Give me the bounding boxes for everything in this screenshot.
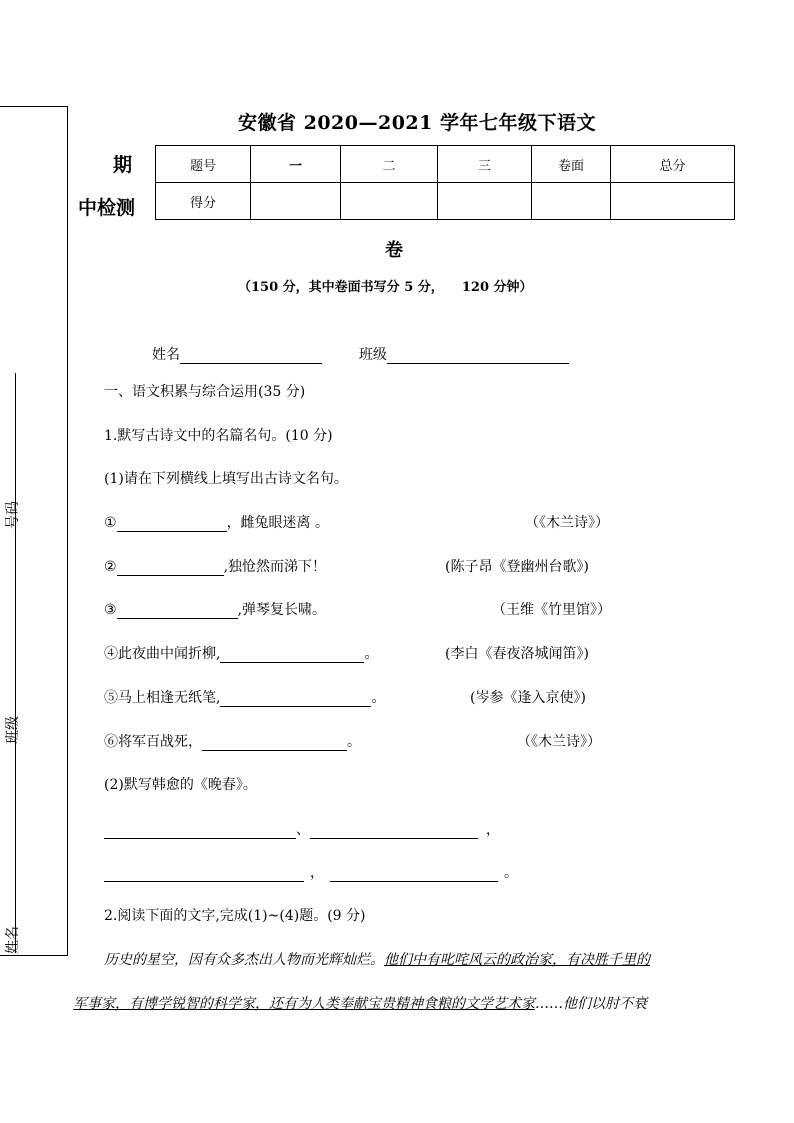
score-table-score-row <box>156 183 735 220</box>
item-number: ⑥ <box>104 734 118 750</box>
poem-item <box>104 599 326 619</box>
binding-line <box>15 373 16 953</box>
poem-source: (岑参《逢入京使》) <box>470 690 586 706</box>
score-input-cell[interactable] <box>532 183 611 220</box>
exam-title: 安徽省 2020—2021 学年七年级下语文 <box>238 112 596 134</box>
binding-margin <box>0 106 68 956</box>
poem-source: （《木兰诗》） <box>525 515 609 531</box>
section-heading: 一、语文积累与综合运用(35 分) <box>104 384 306 400</box>
poem-source: （王维《竹里馆》） <box>492 602 611 618</box>
passage-underlined-text: 他们中有叱咤风云的政治家，有决胜千里的 <box>384 952 650 968</box>
class-label: 班级 <box>358 347 387 363</box>
item-text: 马上相逢无纸笔, <box>118 690 221 706</box>
poem-lines-row-1 <box>104 819 500 839</box>
binding-name-label: 姓名 <box>5 926 21 954</box>
score-table <box>155 145 735 220</box>
answer-blank[interactable] <box>117 561 224 576</box>
answer-blank[interactable] <box>330 867 498 882</box>
item-number: ⑤ <box>104 690 118 706</box>
passage-text: 历史的星空，因有众多杰出人物而光辉灿烂。 <box>104 952 384 968</box>
passage-text: ……他们以肘不衰 <box>535 996 647 1012</box>
class-blank[interactable] <box>387 349 569 364</box>
question-1: 1.默写古诗文中的名篇名句。(10 分) <box>104 428 333 444</box>
name-label: 姓名 <box>152 347 180 363</box>
poem-source: (李白《春夜洛城闻笛》) <box>445 646 589 662</box>
item-text: 。 <box>364 646 379 662</box>
exam-subtitle: （150 分，其中卷面书写分 5 分， 120 分钟） <box>238 280 533 295</box>
student-info <box>152 344 569 364</box>
question-1-part-1: (1)请在下列横线上填写出古诗文名句。 <box>104 471 348 487</box>
question-1-part-2: (2)默写韩愈的《晚春》。 <box>104 777 257 793</box>
poem-item <box>104 512 329 532</box>
passage-line-1 <box>104 949 650 969</box>
poem-item <box>104 643 378 663</box>
score-cell: 卷面 <box>532 146 611 183</box>
score-input-cell[interactable] <box>341 183 438 220</box>
score-cell: 二 <box>341 146 438 183</box>
item-number: ① <box>104 515 117 531</box>
item-text: 。 <box>347 734 361 750</box>
item-text: ,独怆然而涕下！ <box>223 559 327 575</box>
passage-underlined-text: 军事家，有博学锐智的科学家，还有为人类奉献宝贵精神食粮的文学艺术家 <box>73 996 535 1012</box>
score-input-cell[interactable] <box>611 183 735 220</box>
answer-blank[interactable] <box>202 736 347 751</box>
poem-source: （《木兰诗》） <box>517 734 601 750</box>
punctuation: 。 <box>504 865 518 881</box>
item-number: ② <box>104 559 117 575</box>
punctuation: ， <box>310 865 324 881</box>
answer-blank[interactable] <box>220 692 371 707</box>
answer-blank[interactable] <box>117 604 238 619</box>
item-number: ③ <box>104 602 117 618</box>
score-cell: 得分 <box>156 183 251 220</box>
item-text: ，雌兔眼迷离 。 <box>226 515 330 531</box>
answer-blank[interactable] <box>104 867 304 882</box>
score-cell: 三 <box>438 146 532 183</box>
item-text: 此夜曲中闻折柳, <box>118 646 221 662</box>
item-text: ,弹琴复长啸。 <box>237 602 327 618</box>
item-text: 。 <box>371 690 386 706</box>
answer-blank[interactable] <box>104 824 296 839</box>
punctuation: ， <box>486 822 500 838</box>
answer-blank[interactable] <box>310 824 478 839</box>
title-side-bottom: 中检测 <box>78 197 136 219</box>
name-blank[interactable] <box>180 349 322 364</box>
title-juan: 卷 <box>385 240 403 261</box>
question-2: 2.阅读下面的文字,完成(1)~(4)题。(9 分) <box>104 908 366 924</box>
binding-class-label: 班级 <box>5 716 21 744</box>
answer-blank[interactable] <box>220 648 364 663</box>
passage-line-2 <box>73 993 647 1013</box>
item-text: 将军百战死， <box>118 734 202 750</box>
answer-blank[interactable] <box>117 517 227 532</box>
poem-item <box>104 687 385 707</box>
poem-item <box>104 556 326 576</box>
score-cell: 题号 <box>156 146 251 183</box>
score-input-cell[interactable] <box>251 183 341 220</box>
score-cell: 一 <box>251 146 341 183</box>
poem-lines-row-2 <box>104 862 518 882</box>
score-table-header-row <box>156 146 735 183</box>
score-cell: 总分 <box>611 146 735 183</box>
punctuation: 、 <box>296 822 310 838</box>
item-number: ④ <box>104 646 118 662</box>
binding-number-label: 号码 <box>5 501 21 529</box>
poem-item <box>104 731 361 751</box>
title-side-top: 期 <box>113 154 133 176</box>
poem-source: (陈子昂《登幽州台歌》) <box>445 559 589 575</box>
score-input-cell[interactable] <box>438 183 532 220</box>
